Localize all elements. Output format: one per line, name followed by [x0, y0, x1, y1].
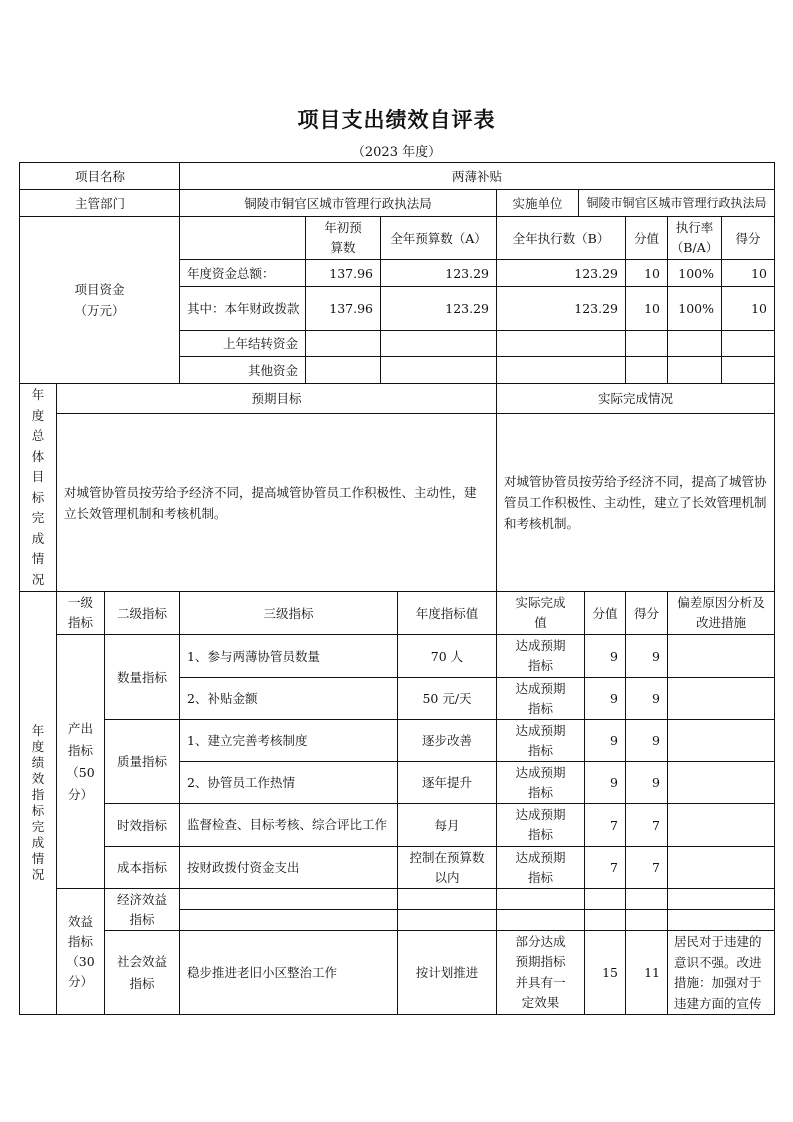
indicator-actual: 达成预期指标 — [515, 849, 566, 885]
indicator-score-value: 7 — [610, 817, 618, 833]
indicator-level3: 1、参与两薄协管员数量 — [187, 648, 320, 664]
expected-goal-text: 对城管协管员按劳给予经济不同，提高城管协管员工作积极性、主动性，建立长效管理机制和考核机制。 — [64, 484, 477, 521]
indicator-score: 7 — [652, 817, 660, 833]
benefit-indicator-label — [57, 889, 104, 1014]
indicator-analysis: 居民对于违建的意识不强。改进措施：加强对于违建方面的宣传 — [674, 934, 762, 1011]
actual-completion-header: 实际完成情况 — [597, 391, 673, 406]
expected-goal-header: 预期目标 — [251, 391, 302, 406]
report-year: （2023 年度） — [351, 145, 442, 160]
funds-row-label: 年度资金总额： — [187, 265, 275, 281]
indicator-target: 70 人 — [430, 648, 464, 664]
funds-row-score-value: 10 — [644, 265, 660, 281]
impl-unit-value: 铜陵市铜官区城市管理行政执法局 — [586, 196, 767, 210]
indicator-level3: 2、补贴金额 — [187, 691, 258, 706]
header-actual: 实际完成值 — [515, 595, 566, 630]
funds-row-initial: 137.96 — [329, 301, 373, 316]
indicator-score: 9 — [652, 775, 660, 790]
output-indicator-label — [57, 635, 104, 888]
indicator-actual: 达成预期指标 — [515, 680, 566, 716]
group-quality: 质量指标 — [116, 754, 167, 769]
project-name-value: 两薄补贴 — [451, 169, 502, 184]
project-name-label: 项目名称 — [74, 169, 125, 184]
funds-row-rate: 100% — [678, 265, 714, 281]
page-title: 项目支出绩效自评表 — [297, 107, 496, 132]
funds-row-rate: 100% — [678, 301, 714, 316]
indicator-level3: 监督检查、目标考核、综合评比工作 — [187, 817, 388, 832]
group-cost: 成本指标 — [116, 860, 167, 875]
header-score: 得分 — [633, 605, 659, 621]
funds-row-executed: 123.29 — [574, 265, 618, 281]
dept-value: 铜陵市铜官区城市管理行政执法局 — [244, 196, 432, 211]
indicator-score-value: 15 — [602, 965, 618, 980]
indicator-level3: 2、协管员工作热情 — [187, 775, 295, 790]
header-level1: 一级指标 — [67, 595, 93, 630]
indicator-actual: 部分达成预期指标并具有一定效果 — [515, 933, 566, 1010]
indicator-target: 50 元/天 — [422, 691, 472, 706]
header-initial-budget: 年初预算数 — [324, 220, 362, 255]
header-analysis: 偏差原因分析及改进措施 — [677, 595, 765, 630]
group-social: 社会效益指标 — [116, 953, 167, 991]
header-target: 年度指标值 — [415, 605, 479, 621]
header-score-value: 分值 — [633, 230, 659, 246]
funds-row-annual: 123.29 — [445, 265, 489, 281]
indicator-actual: 达成预期指标 — [515, 722, 566, 758]
indicator-actual: 达成预期指标 — [515, 764, 566, 800]
indicator-score: 9 — [652, 691, 660, 706]
output-indicator-label-text: 产出指标（50分） — [66, 720, 95, 802]
indicator-level3: 稳步推进老旧小区整治工作 — [187, 965, 338, 980]
group-timeliness: 时效指标 — [116, 817, 167, 833]
funds-row-score: 10 — [751, 265, 767, 281]
overall-section-label — [20, 384, 56, 591]
indicator-target: 逐步改善 — [421, 733, 472, 748]
indicator-score: 7 — [652, 860, 660, 875]
funds-row-initial: 137.96 — [329, 265, 373, 281]
impl-unit-label: 实施单位 — [512, 196, 563, 211]
indicator-score-value: 9 — [610, 691, 618, 706]
header-level2: 二级指标 — [116, 605, 167, 621]
funds-row-annual: 123.29 — [445, 301, 489, 316]
indicator-score-value: 7 — [610, 860, 618, 875]
funds-row-label: 上年结转资金 — [222, 336, 298, 351]
indicator-score-value: 9 — [610, 733, 618, 748]
header-annual-budget: 全年预算数（A） — [390, 230, 487, 246]
funds-section-label: 项目资金 （万元） — [74, 282, 125, 318]
indicator-score-value: 9 — [610, 648, 618, 664]
indicator-target: 逐年提升 — [421, 775, 472, 790]
indicator-actual: 达成预期指标 — [515, 807, 566, 842]
header-score: 得分 — [735, 230, 761, 246]
funds-row-label: 其他资金 — [247, 362, 298, 378]
indicator-target: 每月 — [434, 817, 460, 833]
indicator-target: 控制在预算数以内 — [409, 849, 485, 885]
indicator-target: 按计划推进 — [415, 965, 479, 980]
funds-row-label: 其中：本年财政拨款 — [187, 300, 300, 316]
group-economic: 经济效益指标 — [116, 891, 167, 927]
indicator-actual: 达成预期指标 — [515, 638, 566, 673]
funds-row-executed: 123.29 — [574, 301, 618, 316]
header-score-value: 分值 — [592, 605, 618, 621]
header-executed: 全年执行数（B） — [512, 230, 610, 246]
indicators-section-label-text: 年度绩效指标完成情况 — [31, 723, 45, 882]
overall-section-label-text: 年度总体目标完成情况 — [31, 387, 45, 587]
actual-completion-text: 对城管协管员按劳给予经济不同，提高了城管协管员工作积极性、主动性，建立了长效管理机制和考核机制。 — [504, 474, 767, 531]
indicator-score: 9 — [652, 648, 660, 664]
indicator-level3: 1、建立完善考核制度 — [187, 733, 308, 748]
group-quantity: 数量指标 — [116, 669, 167, 685]
header-exec-rate: 执行率（B/A） — [670, 220, 719, 255]
funds-row-score: 10 — [751, 301, 767, 316]
indicator-score-value: 9 — [610, 775, 618, 790]
benefit-indicator-label-text: 效益指标（30分） — [66, 913, 95, 989]
indicators-section-label — [20, 592, 56, 1014]
funds-row-score-value: 10 — [644, 301, 660, 316]
indicator-score: 9 — [652, 733, 660, 748]
indicator-level3: 按财政拨付资金支出 — [187, 860, 300, 875]
indicator-score: 11 — [644, 965, 660, 980]
dept-label: 主管部门 — [74, 196, 125, 211]
header-level3: 三级指标 — [263, 605, 314, 621]
